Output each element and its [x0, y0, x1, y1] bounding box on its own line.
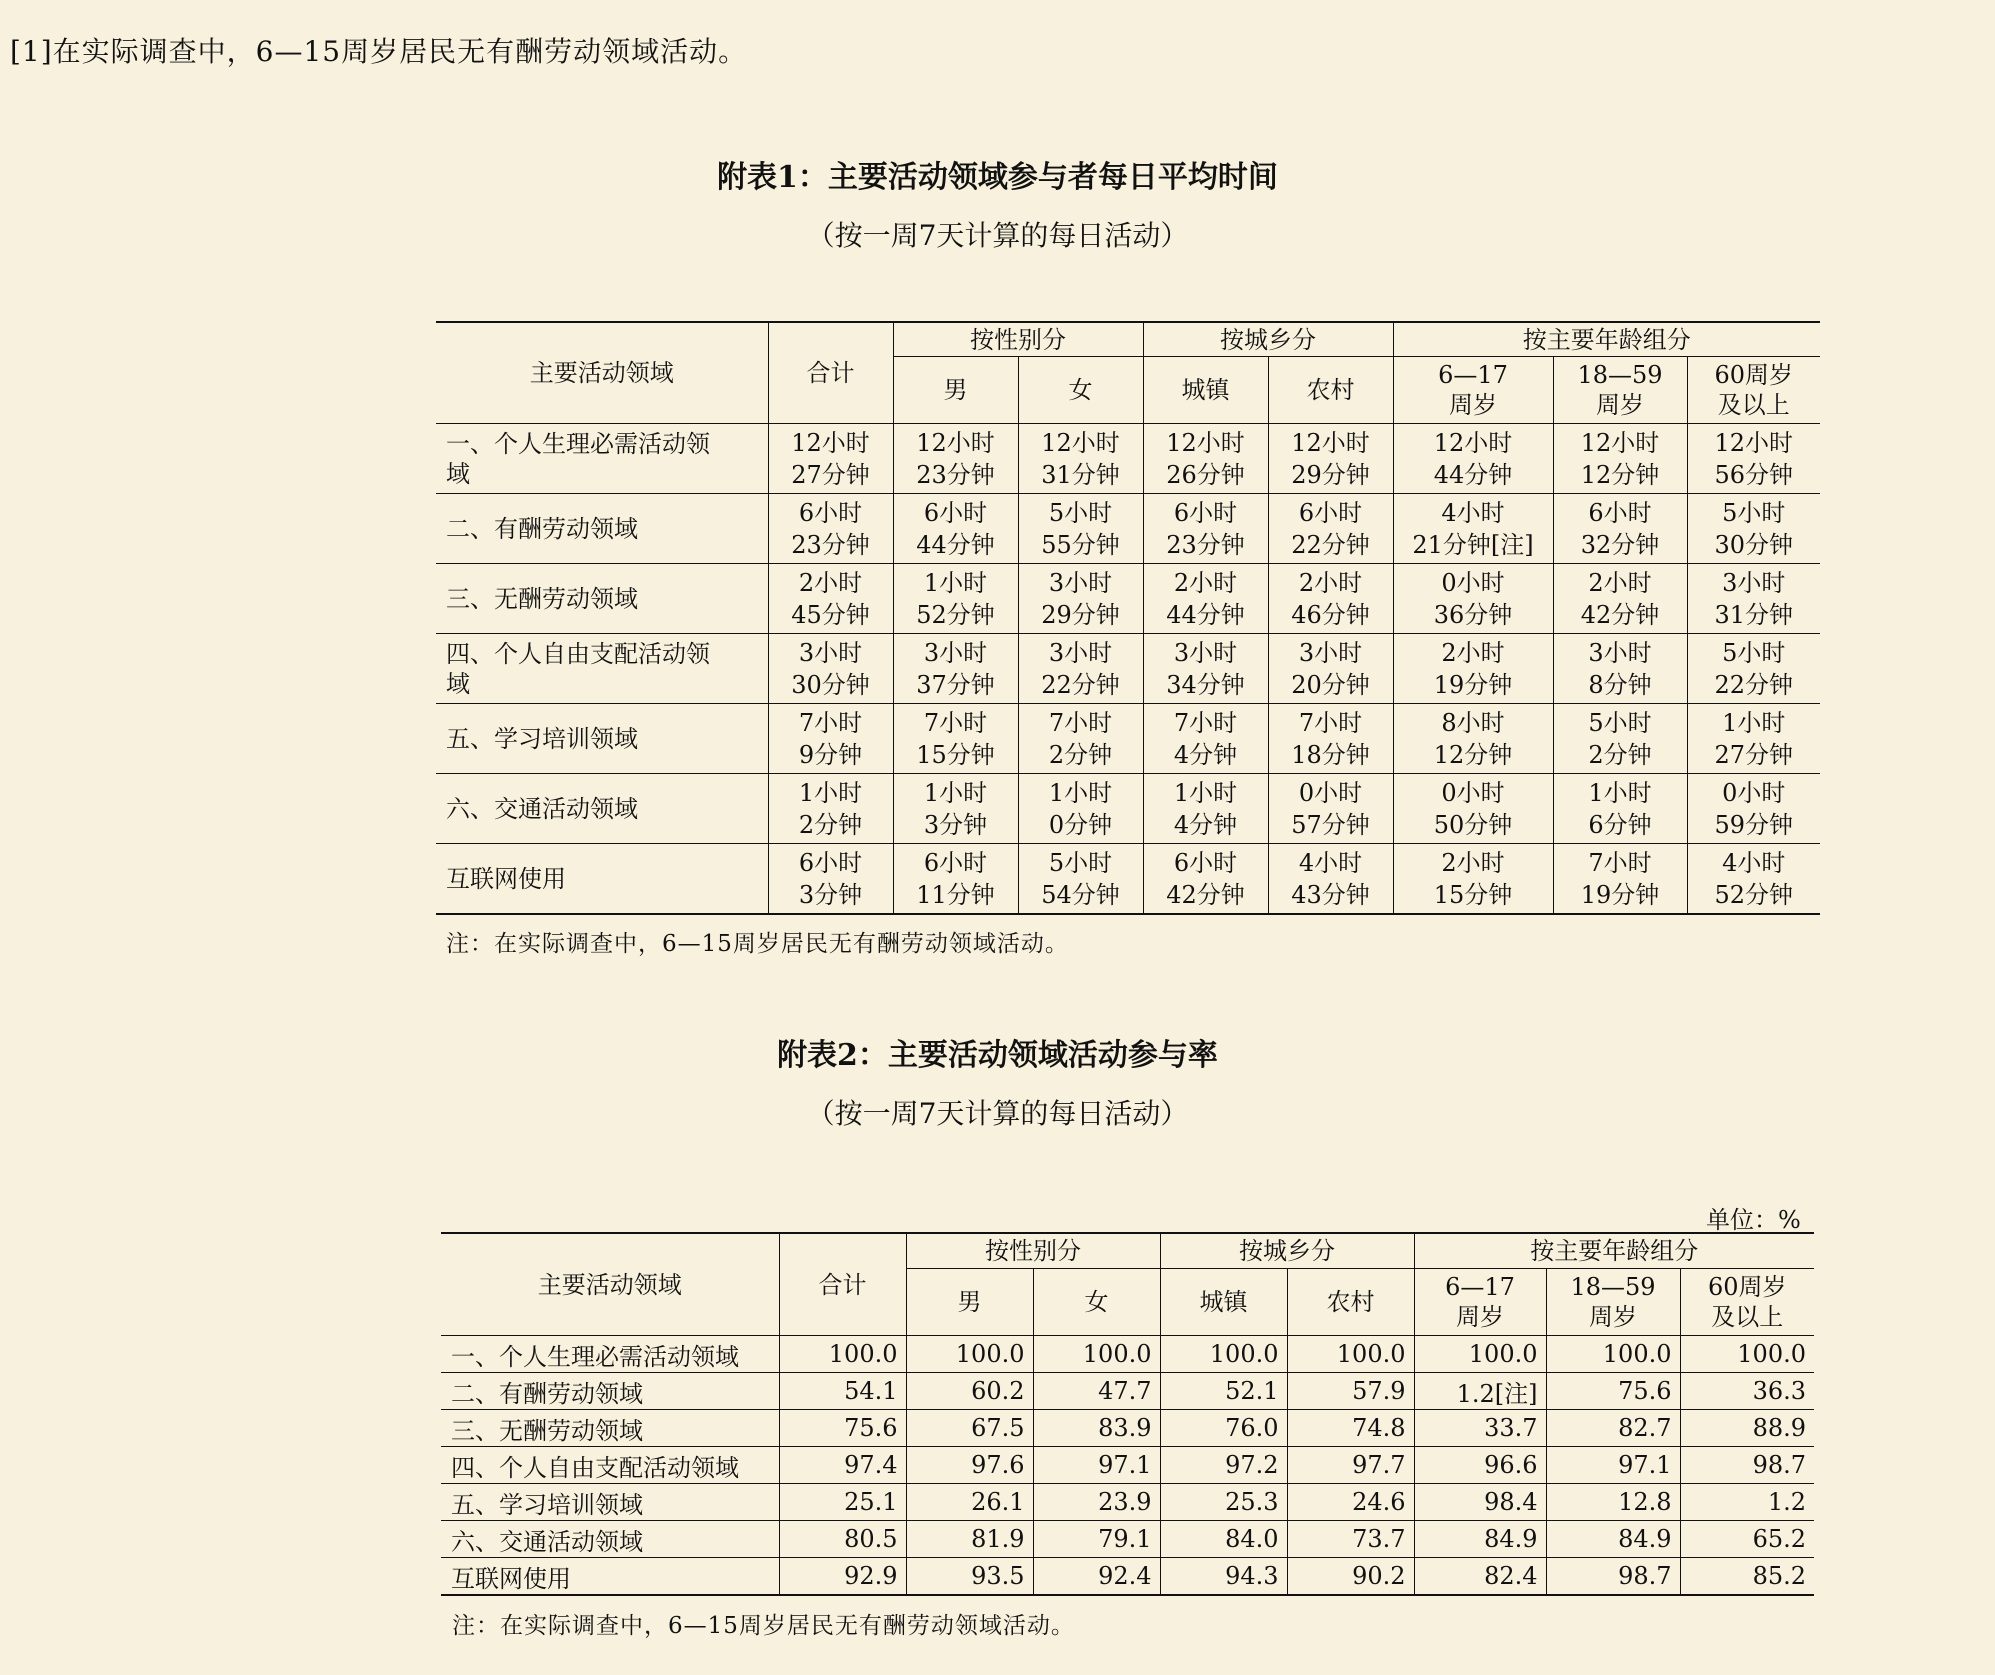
header-by-gender: 按性别分	[906, 1233, 1160, 1269]
table-cell: 5小时 54分钟	[1018, 844, 1143, 915]
table-cell: 25.1	[779, 1484, 906, 1521]
table-cell: 76.0	[1160, 1410, 1287, 1447]
row-label: 互联网使用	[436, 844, 768, 915]
table-cell: 6小时 11分钟	[893, 844, 1018, 915]
table1-note: 注：在实际调查中，6—15周岁居民无有酬劳动领域活动。	[446, 931, 1069, 957]
table-cell: 1小时 2分钟	[768, 774, 893, 844]
table-cell: 5小时 30分钟	[1687, 494, 1820, 564]
table-cell: 6小时 44分钟	[893, 494, 1018, 564]
header-by-gender: 按性别分	[893, 322, 1143, 357]
header-male: 男	[893, 357, 1018, 424]
header-total: 合计	[768, 322, 893, 424]
table-cell: 98.7	[1546, 1558, 1680, 1596]
table-cell: 6小时 23分钟	[768, 494, 893, 564]
table-cell: 12小时 23分钟	[893, 424, 1018, 494]
header-domain: 主要活动领域	[436, 322, 768, 424]
table-cell: 82.4	[1414, 1558, 1546, 1596]
table-cell: 2小时 45分钟	[768, 564, 893, 634]
table-cell: 47.7	[1033, 1373, 1160, 1410]
table-cell: 7小时 9分钟	[768, 704, 893, 774]
table-cell: 23.9	[1033, 1484, 1160, 1521]
table-cell: 75.6	[1546, 1373, 1680, 1410]
table2-note: 注：在实际调查中，6—15周岁居民无有酬劳动领域活动。	[452, 1613, 1075, 1639]
table-cell: 3小时 34分钟	[1143, 634, 1268, 704]
table-cell: 1小时 3分钟	[893, 774, 1018, 844]
table-cell: 12小时 29分钟	[1268, 424, 1393, 494]
header-domain: 主要活动领域	[441, 1233, 779, 1336]
table-cell: 52.1	[1160, 1373, 1287, 1410]
row-label: 二、有酬劳动领域	[441, 1373, 779, 1410]
table-cell: 4小时 52分钟	[1714, 848, 1794, 909]
table-cell: 92.9	[779, 1558, 906, 1596]
row-label: 五、学习培训领域	[436, 704, 768, 774]
header-by-age: 按主要年龄组分	[1414, 1233, 1814, 1269]
table-row	[436, 564, 1820, 634]
table-cell: 1.2[注]	[1414, 1373, 1546, 1410]
table-cell: 2小时 19分钟	[1393, 634, 1553, 704]
table-row	[436, 844, 1820, 915]
table-cell: 12小时 27分钟	[768, 424, 893, 494]
table-cell: 85.2	[1752, 1562, 1806, 1590]
header-by-age: 按主要年龄组分	[1393, 322, 1820, 357]
table-cell: 1小时 4分钟	[1143, 774, 1268, 844]
table-cell: 74.8	[1287, 1410, 1414, 1447]
header-age-18-59: 18—59 周岁	[1553, 357, 1687, 424]
table-row	[436, 774, 1820, 844]
table-cell: 100.0	[1287, 1336, 1414, 1373]
table-cell: 5小时 2分钟	[1553, 704, 1687, 774]
table-cell: 12小时 31分钟	[1018, 424, 1143, 494]
table-cell: 1小时 27分钟	[1687, 704, 1820, 774]
row-label: 二、有酬劳动领域	[436, 494, 768, 564]
header-male: 男	[906, 1269, 1033, 1336]
table-cell: 25.3	[1160, 1484, 1287, 1521]
table-row	[441, 1410, 1814, 1447]
table-cell: 24.6	[1287, 1484, 1414, 1521]
row-label: 六、交通活动领域	[441, 1521, 779, 1558]
table-cell: 65.2	[1680, 1521, 1814, 1558]
table-cell: 97.4	[779, 1447, 906, 1484]
table-cell: 84.9	[1414, 1521, 1546, 1558]
table-cell: 84.0	[1160, 1521, 1287, 1558]
table-row	[441, 1373, 1814, 1410]
table-cell: 0小时 50分钟	[1393, 774, 1553, 844]
table-cell: 3小时 29分钟	[1018, 564, 1143, 634]
table-cell: 1小时 0分钟	[1018, 774, 1143, 844]
table-cell: 12小时 12分钟	[1553, 424, 1687, 494]
table-cell: 1小时 52分钟	[893, 564, 1018, 634]
table-cell: 36.3	[1680, 1373, 1814, 1410]
table-cell: 84.9	[1546, 1521, 1680, 1558]
table-cell: 97.7	[1287, 1447, 1414, 1484]
table-cell: 2小时 15分钟	[1393, 844, 1553, 915]
header-rural: 农村	[1287, 1269, 1414, 1336]
table-cell: 7小时 18分钟	[1268, 704, 1393, 774]
table1-subtitle: （按一周7天计算的每日活动）	[806, 219, 1189, 252]
table-cell: 2小时 44分钟	[1143, 564, 1268, 634]
table-cell: 3小时 30分钟	[768, 634, 893, 704]
top-footnote: [1]在实际调查中，6—15周岁居民无有酬劳动领域活动。	[10, 35, 748, 68]
header-by-urban: 按城乡分	[1143, 322, 1393, 357]
table-cell: 4小时 43分钟	[1268, 844, 1393, 915]
row-label: 互联网使用	[441, 1558, 779, 1596]
table-cell: 5小时 22分钟	[1687, 634, 1820, 704]
table-cell: 98.4	[1414, 1484, 1546, 1521]
table-cell: 60.2	[906, 1373, 1033, 1410]
table-cell: 92.4	[1033, 1558, 1160, 1596]
header-female: 女	[1033, 1269, 1160, 1336]
table-cell: 2小时 42分钟	[1553, 564, 1687, 634]
table-cell: 94.3	[1160, 1558, 1287, 1596]
table-cell: 1小时 6分钟	[1553, 774, 1687, 844]
table-cell: 98.7	[1680, 1447, 1814, 1484]
row-label: 三、无酬劳动领域	[441, 1410, 779, 1447]
row-label: 三、无酬劳动领域	[436, 564, 768, 634]
table-cell: 1.2	[1680, 1484, 1814, 1521]
table-cell: 0小时 36分钟	[1393, 564, 1553, 634]
header-total: 合计	[779, 1233, 906, 1336]
header-female: 女	[1018, 357, 1143, 424]
table2-unit: 单位：%	[1706, 1206, 1801, 1234]
table-cell: 3小时 31分钟	[1687, 564, 1820, 634]
table-cell: 12.8	[1546, 1484, 1680, 1521]
table-cell: 6小时 3分钟	[768, 844, 893, 915]
table-cell: 0小时 59分钟	[1687, 774, 1820, 844]
table-cell: 97.6	[906, 1447, 1033, 1484]
table-cell: 26.1	[906, 1484, 1033, 1521]
table-row	[441, 1484, 1814, 1521]
table-cell: 90.2	[1287, 1558, 1414, 1596]
table-cell: 6小时 22分钟	[1268, 494, 1393, 564]
table-cell: 79.1	[1033, 1521, 1160, 1558]
table-cell: 57.9	[1287, 1373, 1414, 1410]
table-row	[436, 704, 1820, 774]
header-rural: 农村	[1268, 357, 1393, 424]
header-age-6-17: 6—17 周岁	[1393, 357, 1553, 424]
table-cell: 3小时 8分钟	[1553, 634, 1687, 704]
table-cell: 6小时 32分钟	[1553, 494, 1687, 564]
table-cell: 5小时 55分钟	[1018, 494, 1143, 564]
table-cell: 6小时 42分钟	[1143, 844, 1268, 915]
table-cell: 7小时 4分钟	[1143, 704, 1268, 774]
header-age-60-plus: 60周岁 及以上	[1687, 357, 1820, 424]
table-cell: 100.0	[906, 1336, 1033, 1373]
table-cell: 7小时 2分钟	[1018, 704, 1143, 774]
table2-subtitle: （按一周7天计算的每日活动）	[806, 1097, 1189, 1130]
table-cell: 0小时 57分钟	[1268, 774, 1393, 844]
table-cell: 67.5	[906, 1410, 1033, 1447]
table-cell: 97.2	[1160, 1447, 1287, 1484]
table-cell: 88.9	[1680, 1410, 1814, 1447]
table-row	[441, 1521, 1814, 1558]
table2-title: 附表2：主要活动领域活动参与率	[777, 1038, 1218, 1073]
table-cell: 100.0	[1160, 1336, 1287, 1373]
table-row	[441, 1447, 1814, 1484]
table-row	[441, 1336, 1814, 1373]
header-age-18-59: 18—59 周岁	[1546, 1269, 1680, 1336]
table-cell: 100.0	[779, 1336, 906, 1373]
header-urban: 城镇	[1143, 357, 1268, 424]
table-cell: 3小时 20分钟	[1268, 634, 1393, 704]
table-cell: 3小时 22分钟	[1018, 634, 1143, 704]
table-cell: 3小时 37分钟	[893, 634, 1018, 704]
table-cell: 73.7	[1287, 1521, 1414, 1558]
table-cell: 75.6	[779, 1410, 906, 1447]
table2	[441, 1232, 1814, 1596]
table-cell: 12小时 26分钟	[1143, 424, 1268, 494]
table-cell: 33.7	[1414, 1410, 1546, 1447]
table-cell: 97.1	[1033, 1447, 1160, 1484]
table-cell: 4小时 21分钟[注]	[1393, 494, 1553, 564]
table-cell: 2小时 46分钟	[1268, 564, 1393, 634]
table-cell: 81.9	[906, 1521, 1033, 1558]
row-label: 一、个人生理必需活动领域	[441, 1336, 779, 1373]
table-cell: 8小时 12分钟	[1393, 704, 1553, 774]
table-cell: 97.1	[1546, 1447, 1680, 1484]
table-cell: 6小时 23分钟	[1143, 494, 1268, 564]
row-label: 五、学习培训领域	[441, 1484, 779, 1521]
table-row	[441, 1558, 1814, 1596]
table-cell: 100.0	[1414, 1336, 1546, 1373]
header-urban: 城镇	[1160, 1269, 1287, 1336]
table-cell: 12小时 56分钟	[1687, 424, 1820, 494]
table-cell: 100.0	[1546, 1336, 1680, 1373]
table-cell: 80.5	[779, 1521, 906, 1558]
header-age-6-17: 6—17 周岁	[1414, 1269, 1546, 1336]
table-row	[436, 494, 1820, 564]
table-cell: 96.6	[1414, 1447, 1546, 1484]
table-cell: 83.9	[1033, 1410, 1160, 1447]
table-cell: 7小时 19分钟	[1553, 844, 1687, 915]
table-cell: 7小时 15分钟	[893, 704, 1018, 774]
table1-title: 附表1：主要活动领域参与者每日平均时间	[717, 160, 1278, 195]
table-cell: 100.0	[1033, 1336, 1160, 1373]
row-label: 一、个人生理必需活动领 域	[436, 424, 768, 494]
header-by-urban: 按城乡分	[1160, 1233, 1414, 1269]
table-cell: 100.0	[1680, 1336, 1814, 1373]
table-cell: 12小时 44分钟	[1393, 424, 1553, 494]
table1	[436, 321, 1820, 915]
table-cell: 54.1	[779, 1373, 906, 1410]
row-label: 四、个人自由支配活动领域	[441, 1447, 779, 1484]
row-label: 四、个人自由支配活动领 域	[436, 634, 768, 704]
row-label: 六、交通活动领域	[436, 774, 768, 844]
table-cell: 82.7	[1546, 1410, 1680, 1447]
header-age-60-plus: 60周岁 及以上	[1680, 1269, 1814, 1336]
table-row	[436, 424, 1820, 494]
table-cell: 93.5	[906, 1558, 1033, 1596]
table-row	[436, 634, 1820, 704]
